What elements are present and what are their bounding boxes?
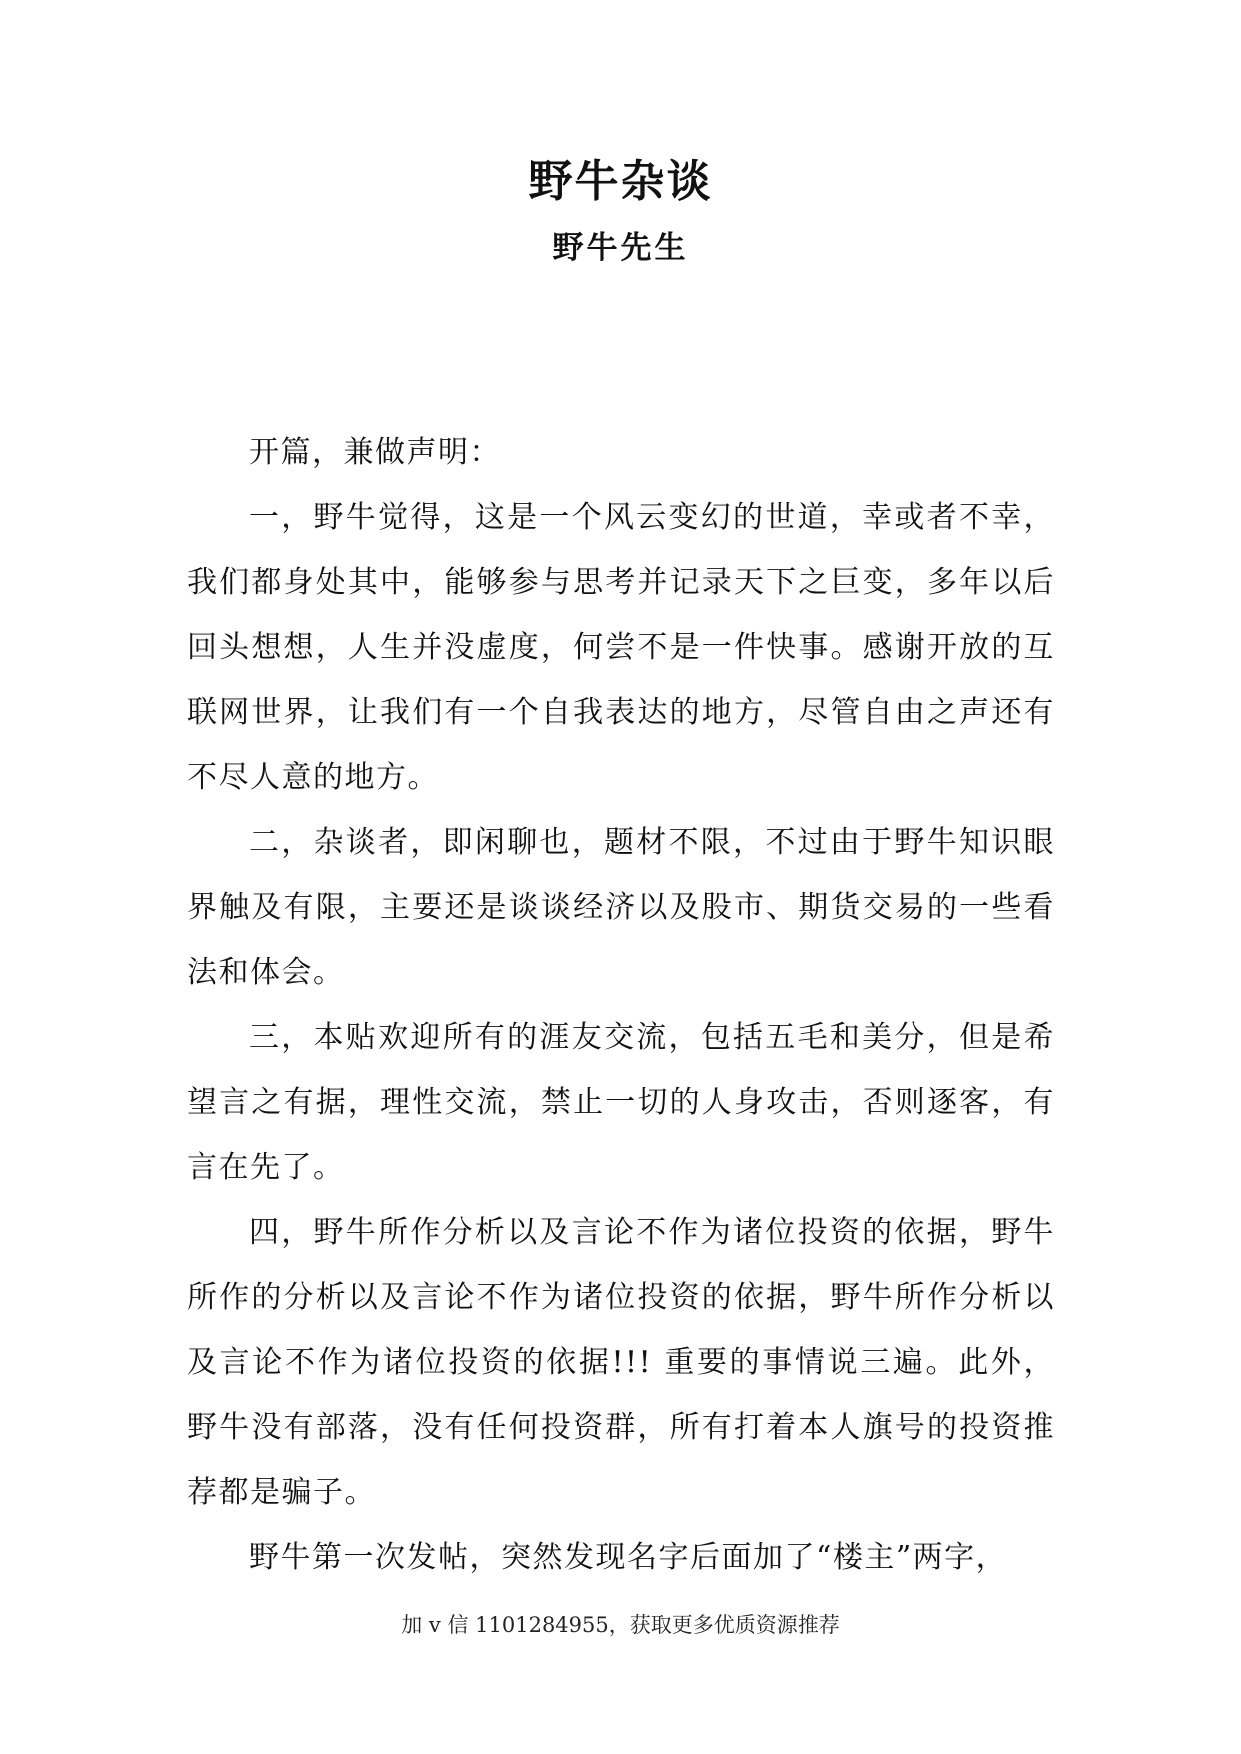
- paragraph-four: 四，野牛所作分析以及言论不作为诸位投资的依据，野牛所作的分析以及言论不作为诸位投资的依据，野牛所作分析以及言论不作为诸位投资的依据!!! 重要的事情说三遍。此外，野牛没有部落，没有任何投资群，所有打着本人旗号的投资推荐都是骗子。: [187, 1215, 1055, 1510]
- document-author: 野牛先生: [552, 230, 689, 266]
- paragraph-two: 二，杂谈者，即闲聊也，题材不限，不过由于野牛知识眼界触及有限，主要还是谈谈经济以及股市、期货交易的一些看法和体会。: [187, 825, 1055, 990]
- page-footer: 加 v 信 1101284955，获取更多优质资源推荐: [401, 1613, 840, 1637]
- document-title: 野牛杂谈: [528, 156, 713, 207]
- paragraph-three: 三，本贴欢迎所有的涯友交流，包括五毛和美分，但是希望言之有据，理性交流，禁止一切的人身攻击，否则逐客，有言在先了。: [187, 1020, 1055, 1185]
- document-body: [187, 420, 1055, 1590]
- paragraph-opening: 开篇，兼做声明：: [249, 435, 501, 470]
- paragraph-one: 一，野牛觉得，这是一个风云变幻的世道，幸或者不幸，我们都身处其中，能够参与思考并记录天下之巨变，多年以后回头想想，人生并没虚度，何尝不是一件快事。感谢开放的互联网世界，让我们有一个自我表达的地方，尽管自由之声还有不尽人意的地方。: [187, 500, 1055, 795]
- paragraph-five: 野牛第一次发帖，突然发现名字后面加了“楼主”两字，: [249, 1540, 1008, 1575]
